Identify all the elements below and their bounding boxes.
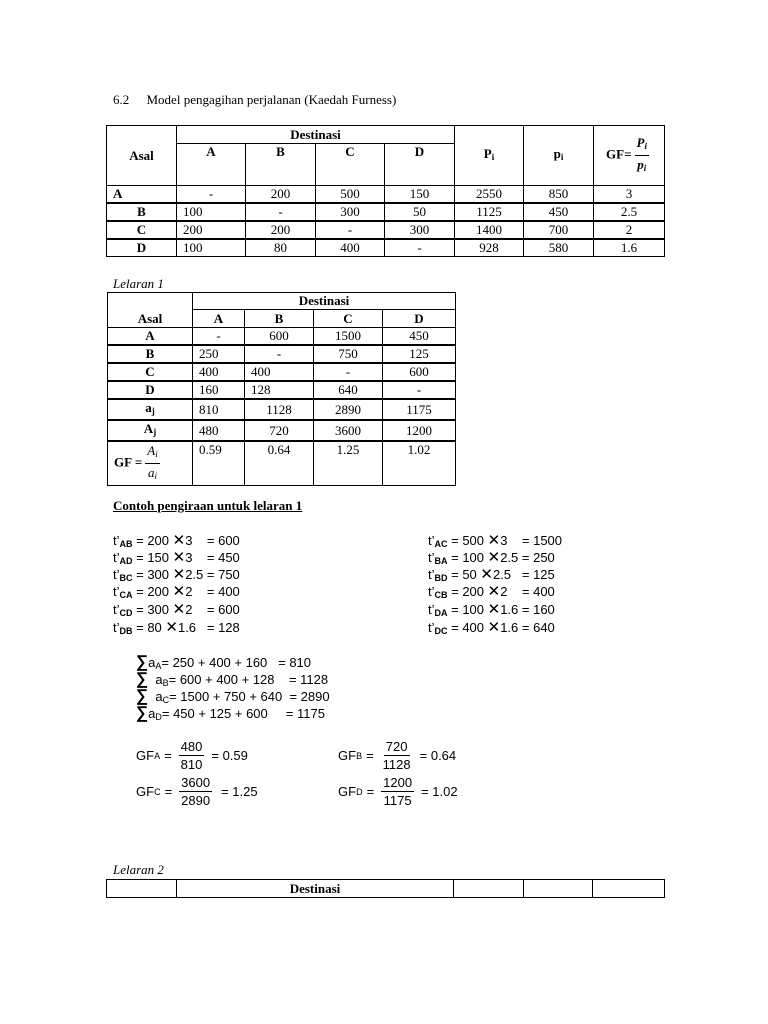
lelaran2-caption: Lelaran 2 bbox=[113, 862, 164, 877]
sum-result: = 600 + 400 + 128 = 1128 bbox=[168, 672, 329, 687]
Aj-letter: A bbox=[143, 421, 154, 436]
row-label: A bbox=[107, 186, 177, 204]
calc-line bbox=[428, 619, 555, 640]
calc-line bbox=[113, 619, 240, 640]
table-cell: - bbox=[246, 203, 316, 221]
multiply-icon: ✕ bbox=[487, 549, 501, 566]
gf-result: = 1.02 bbox=[421, 784, 458, 799]
gf-result: = 0.59 bbox=[211, 748, 248, 763]
lelaran2-table bbox=[106, 879, 665, 898]
gf-sub: A bbox=[154, 750, 161, 761]
calc-sub: CB bbox=[434, 590, 448, 600]
sum-sub: A bbox=[155, 661, 162, 671]
table-row bbox=[108, 345, 456, 363]
gf-num: 3600 bbox=[181, 775, 211, 790]
table-cell: 1.25 bbox=[314, 441, 383, 486]
Aj-sub: j bbox=[153, 427, 157, 437]
table-row bbox=[107, 221, 665, 239]
table-cell: 1.02 bbox=[383, 441, 456, 486]
calc-prefix: t’ bbox=[113, 584, 120, 599]
gf-num-sub: i bbox=[155, 449, 158, 459]
gf-result: = 0.64 bbox=[419, 748, 457, 763]
sum-prefix: a bbox=[148, 689, 163, 704]
sum-result: = 1500 + 750 + 640 = 2890 bbox=[169, 689, 330, 704]
calc-result: 2.5 = 750 bbox=[185, 567, 240, 582]
table-cell: 1400 bbox=[455, 221, 524, 239]
gf-sub: D bbox=[356, 786, 363, 797]
calc-prefix: t’ bbox=[428, 584, 435, 599]
multiply-icon: ✕ bbox=[480, 566, 493, 583]
table-cell: - bbox=[316, 221, 385, 239]
table-cell: 300 bbox=[385, 221, 455, 239]
table-cell: 1175 bbox=[383, 399, 456, 420]
calc-result: 3 = 1500 bbox=[500, 533, 563, 548]
sum-result: = 450 + 125 + 600 = 1175 bbox=[161, 706, 325, 721]
calc-expr: = 300 bbox=[132, 567, 173, 582]
table-cell: 1125 bbox=[455, 203, 524, 221]
calc-prefix: t’ bbox=[428, 602, 435, 617]
calc-result: 1.6 = 640 bbox=[500, 620, 555, 635]
calc-expr: = 50 bbox=[447, 567, 481, 582]
gf-fraction bbox=[179, 738, 205, 773]
gf-formula: GF C = $\frac{3600}{2890}$ = 1.25 bbox=[136, 775, 258, 808]
table-cell: - bbox=[245, 345, 314, 363]
calc-result: 1.6 = 128 bbox=[177, 620, 240, 635]
aj-letter: a bbox=[145, 400, 152, 415]
table-cell: 2550 bbox=[455, 186, 524, 204]
table-cell: 580 bbox=[524, 239, 594, 257]
sum-prefix: a bbox=[148, 655, 156, 670]
gf-label: GF bbox=[338, 784, 357, 799]
gf-num: 720 bbox=[385, 739, 408, 754]
asal-header: Asal bbox=[108, 293, 193, 328]
table-row bbox=[108, 328, 456, 346]
calc-result: 2 = 400 bbox=[185, 584, 240, 599]
calc-prefix: t’ bbox=[428, 533, 435, 548]
col-header-A: A bbox=[177, 144, 246, 186]
table-cell: 128 bbox=[245, 381, 314, 399]
calc-expr: = 100 bbox=[447, 602, 488, 617]
gf-fraction bbox=[635, 134, 649, 177]
calc-sub: CA bbox=[119, 590, 133, 600]
col-header-C: C bbox=[316, 144, 385, 186]
asal-header: Asal bbox=[107, 126, 177, 186]
table-cell: 450 bbox=[383, 328, 456, 346]
gf-result: = 1.25 bbox=[221, 784, 258, 799]
table-cell: 850 bbox=[524, 186, 594, 204]
col-header-C: C bbox=[314, 310, 383, 328]
calc-sub: DB bbox=[119, 626, 133, 636]
Aj-label bbox=[108, 420, 193, 441]
calc-result: 2.5 = 125 bbox=[492, 567, 555, 582]
gf-fraction bbox=[179, 774, 212, 809]
col-header-D: D bbox=[385, 144, 455, 186]
multiply-icon: ✕ bbox=[487, 601, 501, 618]
table-cell: 150 bbox=[385, 186, 455, 204]
calc-expr: = 200 bbox=[132, 533, 173, 548]
table-cell: 750 bbox=[314, 345, 383, 363]
table-cell: 3600 bbox=[314, 420, 383, 441]
sigma-icon: ∑ bbox=[136, 703, 149, 722]
table-cell: 2.5 bbox=[594, 203, 665, 221]
gf-fraction bbox=[381, 774, 414, 809]
gf-fraction bbox=[145, 442, 159, 485]
empty-cell bbox=[593, 880, 665, 898]
table-cell: 400 bbox=[245, 363, 314, 381]
gf-formula: GF D = $\frac{1200}{1175}$ = 1.02 bbox=[338, 775, 458, 808]
Pi-header bbox=[455, 126, 524, 186]
table-cell: 720 bbox=[245, 420, 314, 441]
calc-result: 1.6 = 160 bbox=[500, 602, 555, 617]
calc-expr: = 150 bbox=[132, 550, 173, 565]
table-cell: 250 bbox=[193, 345, 245, 363]
gf-sub: C bbox=[154, 786, 161, 797]
gf-label: GF bbox=[136, 784, 155, 799]
calc-sub: BD bbox=[434, 573, 448, 583]
sum-result: = 250 + 400 + 160 = 810 bbox=[161, 655, 312, 670]
table-cell: - bbox=[314, 363, 383, 381]
calc-sub: AB bbox=[119, 539, 133, 549]
destinasi-header: Destinasi bbox=[177, 126, 455, 144]
calc-expr: = 80 bbox=[132, 620, 166, 635]
empty-cell bbox=[524, 880, 593, 898]
calc-prefix: t’ bbox=[428, 567, 435, 582]
table-cell: 600 bbox=[245, 328, 314, 346]
destinasi-header: Destinasi bbox=[177, 880, 454, 898]
pi-letter: p bbox=[553, 146, 561, 161]
table-cell: - bbox=[193, 328, 245, 346]
gf-row bbox=[108, 441, 456, 486]
table-cell: 810 bbox=[193, 399, 245, 420]
multiply-icon: ✕ bbox=[172, 601, 186, 618]
calc-result: 2.5 = 250 bbox=[500, 550, 555, 565]
table-cell: 100 bbox=[177, 203, 246, 221]
gf-num: A bbox=[147, 443, 156, 458]
multiply-icon: ✕ bbox=[487, 583, 501, 600]
sigma-icon: ∑ bbox=[136, 686, 149, 705]
table-cell: 2 bbox=[594, 221, 665, 239]
table-cell: 300 bbox=[316, 203, 385, 221]
calc-prefix: t’ bbox=[113, 550, 120, 565]
table-cell: 80 bbox=[246, 239, 316, 257]
table-cell: 500 bbox=[316, 186, 385, 204]
calc-expr: = 400 bbox=[447, 620, 488, 635]
table-cell: 50 bbox=[385, 203, 455, 221]
gf-label: GF bbox=[136, 748, 155, 763]
row-label: C bbox=[107, 221, 177, 239]
multiply-icon: ✕ bbox=[172, 583, 186, 600]
gf-den-sub: i bbox=[643, 163, 647, 173]
table-cell: 200 bbox=[246, 186, 316, 204]
section-heading bbox=[113, 92, 396, 108]
table-row bbox=[108, 363, 456, 381]
sum-sub: C bbox=[162, 695, 170, 705]
gf-sub: B bbox=[356, 750, 363, 761]
table-cell: 400 bbox=[193, 363, 245, 381]
table-cell: 928 bbox=[455, 239, 524, 257]
table-cell: 200 bbox=[246, 221, 316, 239]
destinasi-header: Destinasi bbox=[193, 293, 456, 310]
aj-row bbox=[108, 399, 456, 420]
multiply-icon: ✕ bbox=[487, 619, 501, 636]
col-header-B: B bbox=[246, 144, 316, 186]
col-header-B: B bbox=[245, 310, 314, 328]
gf-den: 2890 bbox=[181, 793, 211, 808]
gf-formula: GF A = $\frac{480}{810}$ = 0.59 bbox=[136, 739, 248, 772]
table-cell: 1200 bbox=[383, 420, 456, 441]
gf-header bbox=[594, 126, 665, 186]
calc-sub: AD bbox=[119, 556, 133, 566]
table-row bbox=[107, 239, 665, 257]
table-cell: - bbox=[383, 381, 456, 399]
table-cell: 100 bbox=[177, 239, 246, 257]
col-header-D: D bbox=[383, 310, 456, 328]
gf-formula: GF B = $\frac{720}{1128}$ = 0.64 bbox=[338, 739, 457, 772]
row-label: B bbox=[108, 345, 193, 363]
table-cell: 160 bbox=[193, 381, 245, 399]
Pi-sub: i bbox=[491, 152, 495, 162]
row-label: B bbox=[107, 203, 177, 221]
table-cell: 0.64 bbox=[245, 441, 314, 486]
sum-sub: D bbox=[155, 712, 162, 722]
gf-label-cell bbox=[108, 441, 193, 486]
contoh-title: Contoh pengiraan untuk lelaran 1 bbox=[113, 498, 303, 513]
table-cell: 1128 bbox=[245, 399, 314, 420]
table-cell: 400 bbox=[316, 239, 385, 257]
table-cell: 2890 bbox=[314, 399, 383, 420]
aj-sub: j bbox=[151, 406, 155, 416]
calc-prefix: t’ bbox=[428, 620, 435, 635]
table-cell: - bbox=[385, 239, 455, 257]
empty-cell bbox=[454, 880, 524, 898]
row-label: C bbox=[108, 363, 193, 381]
multiply-icon: ✕ bbox=[487, 532, 501, 549]
calc-sub: AC bbox=[434, 539, 448, 549]
gf-den: 1175 bbox=[383, 793, 412, 808]
table-cell: 700 bbox=[524, 221, 594, 239]
table-cell: 3 bbox=[594, 186, 665, 204]
gf-fraction bbox=[381, 738, 413, 773]
multiply-icon: ✕ bbox=[172, 549, 186, 566]
section-number: 6.2 bbox=[113, 92, 130, 107]
pi-sub: i bbox=[560, 152, 564, 162]
calc-result: 2 = 600 bbox=[185, 602, 240, 617]
table-row bbox=[108, 381, 456, 399]
gf-label: GF bbox=[338, 748, 357, 763]
sum-sub: B bbox=[162, 678, 169, 688]
sum-prefix: a bbox=[148, 672, 163, 687]
Aj-row bbox=[108, 420, 456, 441]
table-cell: 0.59 bbox=[193, 441, 245, 486]
calc-prefix: t’ bbox=[113, 602, 120, 617]
row-label: A bbox=[108, 328, 193, 346]
calc-expr: = 100 bbox=[447, 550, 488, 565]
table-cell: 200 bbox=[177, 221, 246, 239]
table-row bbox=[107, 186, 665, 204]
pi-header bbox=[524, 126, 594, 186]
multiply-icon: ✕ bbox=[165, 619, 178, 636]
calc-expr: = 200 bbox=[132, 584, 173, 599]
calc-sub: BA bbox=[434, 556, 448, 566]
calc-result: 3 = 600 bbox=[185, 533, 240, 548]
sigma-icon: ∑ bbox=[136, 652, 149, 671]
sigma-icon: ∑ bbox=[136, 669, 149, 688]
gf-den: p bbox=[637, 157, 644, 172]
table-cell: - bbox=[177, 186, 246, 204]
table-cell: 640 bbox=[314, 381, 383, 399]
gf-num-sub: i bbox=[644, 141, 647, 151]
gf-num: P bbox=[636, 135, 645, 150]
calc-expr: = 500 bbox=[447, 533, 488, 548]
calc-sub: DA bbox=[434, 608, 448, 618]
row-label: D bbox=[108, 381, 193, 399]
gf-label: GF= bbox=[606, 146, 632, 162]
gf-den: 1128 bbox=[382, 757, 411, 772]
lelaran1-caption: Lelaran 1 bbox=[113, 276, 164, 291]
aj-label bbox=[108, 399, 193, 420]
calc-sub: DC bbox=[434, 626, 448, 636]
calc-prefix: t’ bbox=[428, 550, 435, 565]
calc-prefix: t’ bbox=[113, 567, 120, 582]
gf-num: 480 bbox=[180, 739, 203, 754]
table-cell: 450 bbox=[524, 203, 594, 221]
Pi-letter: P bbox=[483, 146, 492, 161]
gf-den: 810 bbox=[180, 757, 203, 772]
calc-result: 2 = 400 bbox=[500, 584, 555, 599]
table-cell: 1500 bbox=[314, 328, 383, 346]
calc-expr: = 200 bbox=[447, 584, 488, 599]
table-row bbox=[107, 203, 665, 221]
calc-sub: BC bbox=[119, 573, 133, 583]
furness-input-table bbox=[106, 125, 665, 257]
gf-label: GF = bbox=[114, 454, 143, 470]
sum-line bbox=[136, 704, 325, 726]
gf-den: a bbox=[147, 465, 155, 480]
calc-sub: CD bbox=[119, 608, 133, 618]
calc-result: 3 = 450 bbox=[185, 550, 240, 565]
multiply-icon: ✕ bbox=[172, 566, 186, 583]
table-cell: 600 bbox=[383, 363, 456, 381]
section-title: Model pengagihan perjalanan (Kaedah Furness) bbox=[146, 92, 397, 107]
calc-prefix: t’ bbox=[113, 533, 120, 548]
calc-prefix: t’ bbox=[113, 620, 120, 635]
lelaran1-table bbox=[107, 292, 456, 486]
gf-den-sub: i bbox=[154, 471, 157, 481]
table-cell: 125 bbox=[383, 345, 456, 363]
gf-num: 1200 bbox=[383, 775, 413, 790]
col-header-A: A bbox=[193, 310, 245, 328]
table-cell: 480 bbox=[193, 420, 245, 441]
sum-prefix: a bbox=[148, 706, 156, 721]
calc-expr: = 300 bbox=[132, 602, 173, 617]
empty-cell bbox=[107, 880, 177, 898]
table-cell: 1.6 bbox=[594, 239, 665, 257]
row-label: D bbox=[107, 239, 177, 257]
multiply-icon: ✕ bbox=[172, 532, 186, 549]
